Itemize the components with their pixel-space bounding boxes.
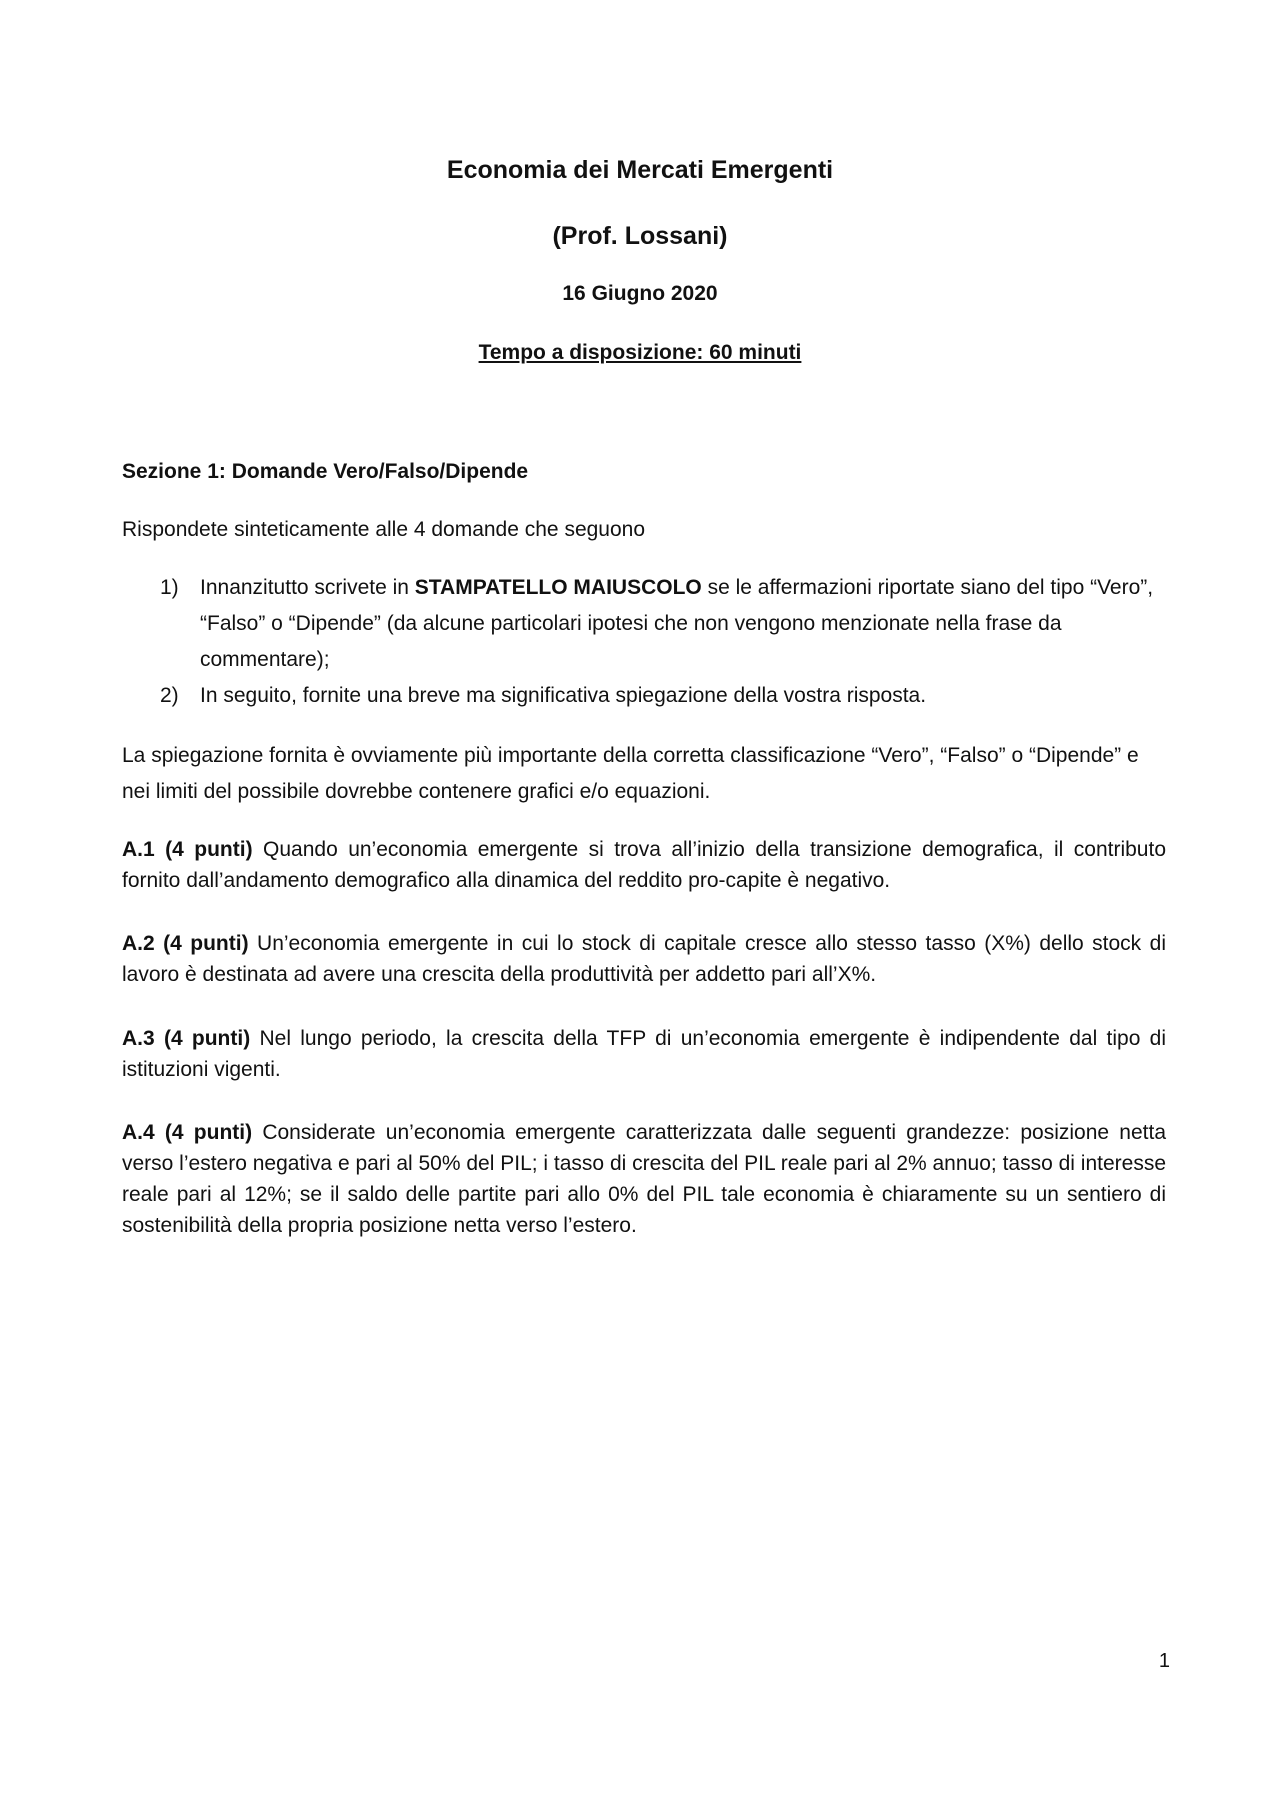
question-label: A.2 (4 punti): [122, 932, 249, 955]
list-item: [160, 570, 1166, 678]
instruction-emphasis: STAMPATELLO MAIUSCOLO: [414, 576, 702, 599]
question-text: Considerate un’economia emergente caratterizzata dalle seguenti grandezze: posizione netta verso l’estero negativa e pari al 50% del PIL; i tasso di crescita del PIL reale pari al 2% annuo; tasso di interesse reale pari al 12%; se il saldo delle partite pari allo 0% del PIL tale economia è chiaramente su un sentiero di sostenibilità della propria posizione netta verso l’estero.: [122, 1121, 1166, 1237]
instructions-list: [160, 570, 1166, 714]
page-number: 1: [1158, 1650, 1170, 1672]
question-a1: [122, 834, 1166, 896]
instruction-text-after: se le affermazioni riportate siano del tipo “Vero”, “Falso” o “Dipende” (da alcune particolari ipotesi che non vengono menzionate nella frase da commentare);: [200, 576, 1154, 671]
professor-name: (Prof. Lossani): [552, 222, 728, 250]
list-item: [160, 678, 1166, 714]
question-a2: [122, 928, 1166, 990]
list-item-number: 1): [160, 576, 179, 599]
question-text: Nel lungo periodo, la crescita della TFP di un’economia emergente è indipendente dal tipo di istituzioni vigenti.: [122, 1027, 1166, 1081]
document-title: Economia dei Mercati Emergenti: [446, 156, 834, 184]
list-item-text: [200, 570, 1166, 678]
exam-date: 16 Giugno 2020: [562, 282, 718, 305]
section-intro: Rispondete sinteticamente alle 4 domande che seguono: [122, 518, 646, 541]
instruction-text-before: Innanzitutto scrivete in: [200, 576, 415, 599]
question-label: A.3 (4 punti): [122, 1027, 251, 1050]
explanation-paragraph: La spiegazione fornita è ovviamente più importante della corretta classificazione “Vero”, “Falso” o “Dipende” e nei limiti del possibile dovrebbe contenere grafici e/o equazioni.: [122, 744, 1139, 803]
time-allowed: Tempo a disposizione: 60 minuti: [478, 341, 802, 364]
list-item-number: 2): [160, 684, 179, 707]
section-heading: Sezione 1: Domande Vero/Falso/Dipende: [122, 460, 529, 483]
question-label: A.1 (4 punti): [122, 838, 253, 861]
question-text: Quando un’economia emergente si trova all’inizio della transizione demografica, il contributo fornito dall’andamento demografico alla dinamica del reddito pro-capite è negativo.: [122, 838, 1166, 892]
list-item-text: In seguito, fornite una breve ma significativa spiegazione della vostra risposta.: [200, 684, 927, 707]
question-text: Un’economia emergente in cui lo stock di capitale cresce allo stesso tasso (X%) dello stock di lavoro è destinata ad avere una crescita della produttività per addetto pari all’X%.: [122, 932, 1166, 986]
question-a4: [122, 1117, 1166, 1241]
question-label: A.4 (4 punti): [122, 1121, 253, 1144]
question-a3: [122, 1023, 1166, 1085]
